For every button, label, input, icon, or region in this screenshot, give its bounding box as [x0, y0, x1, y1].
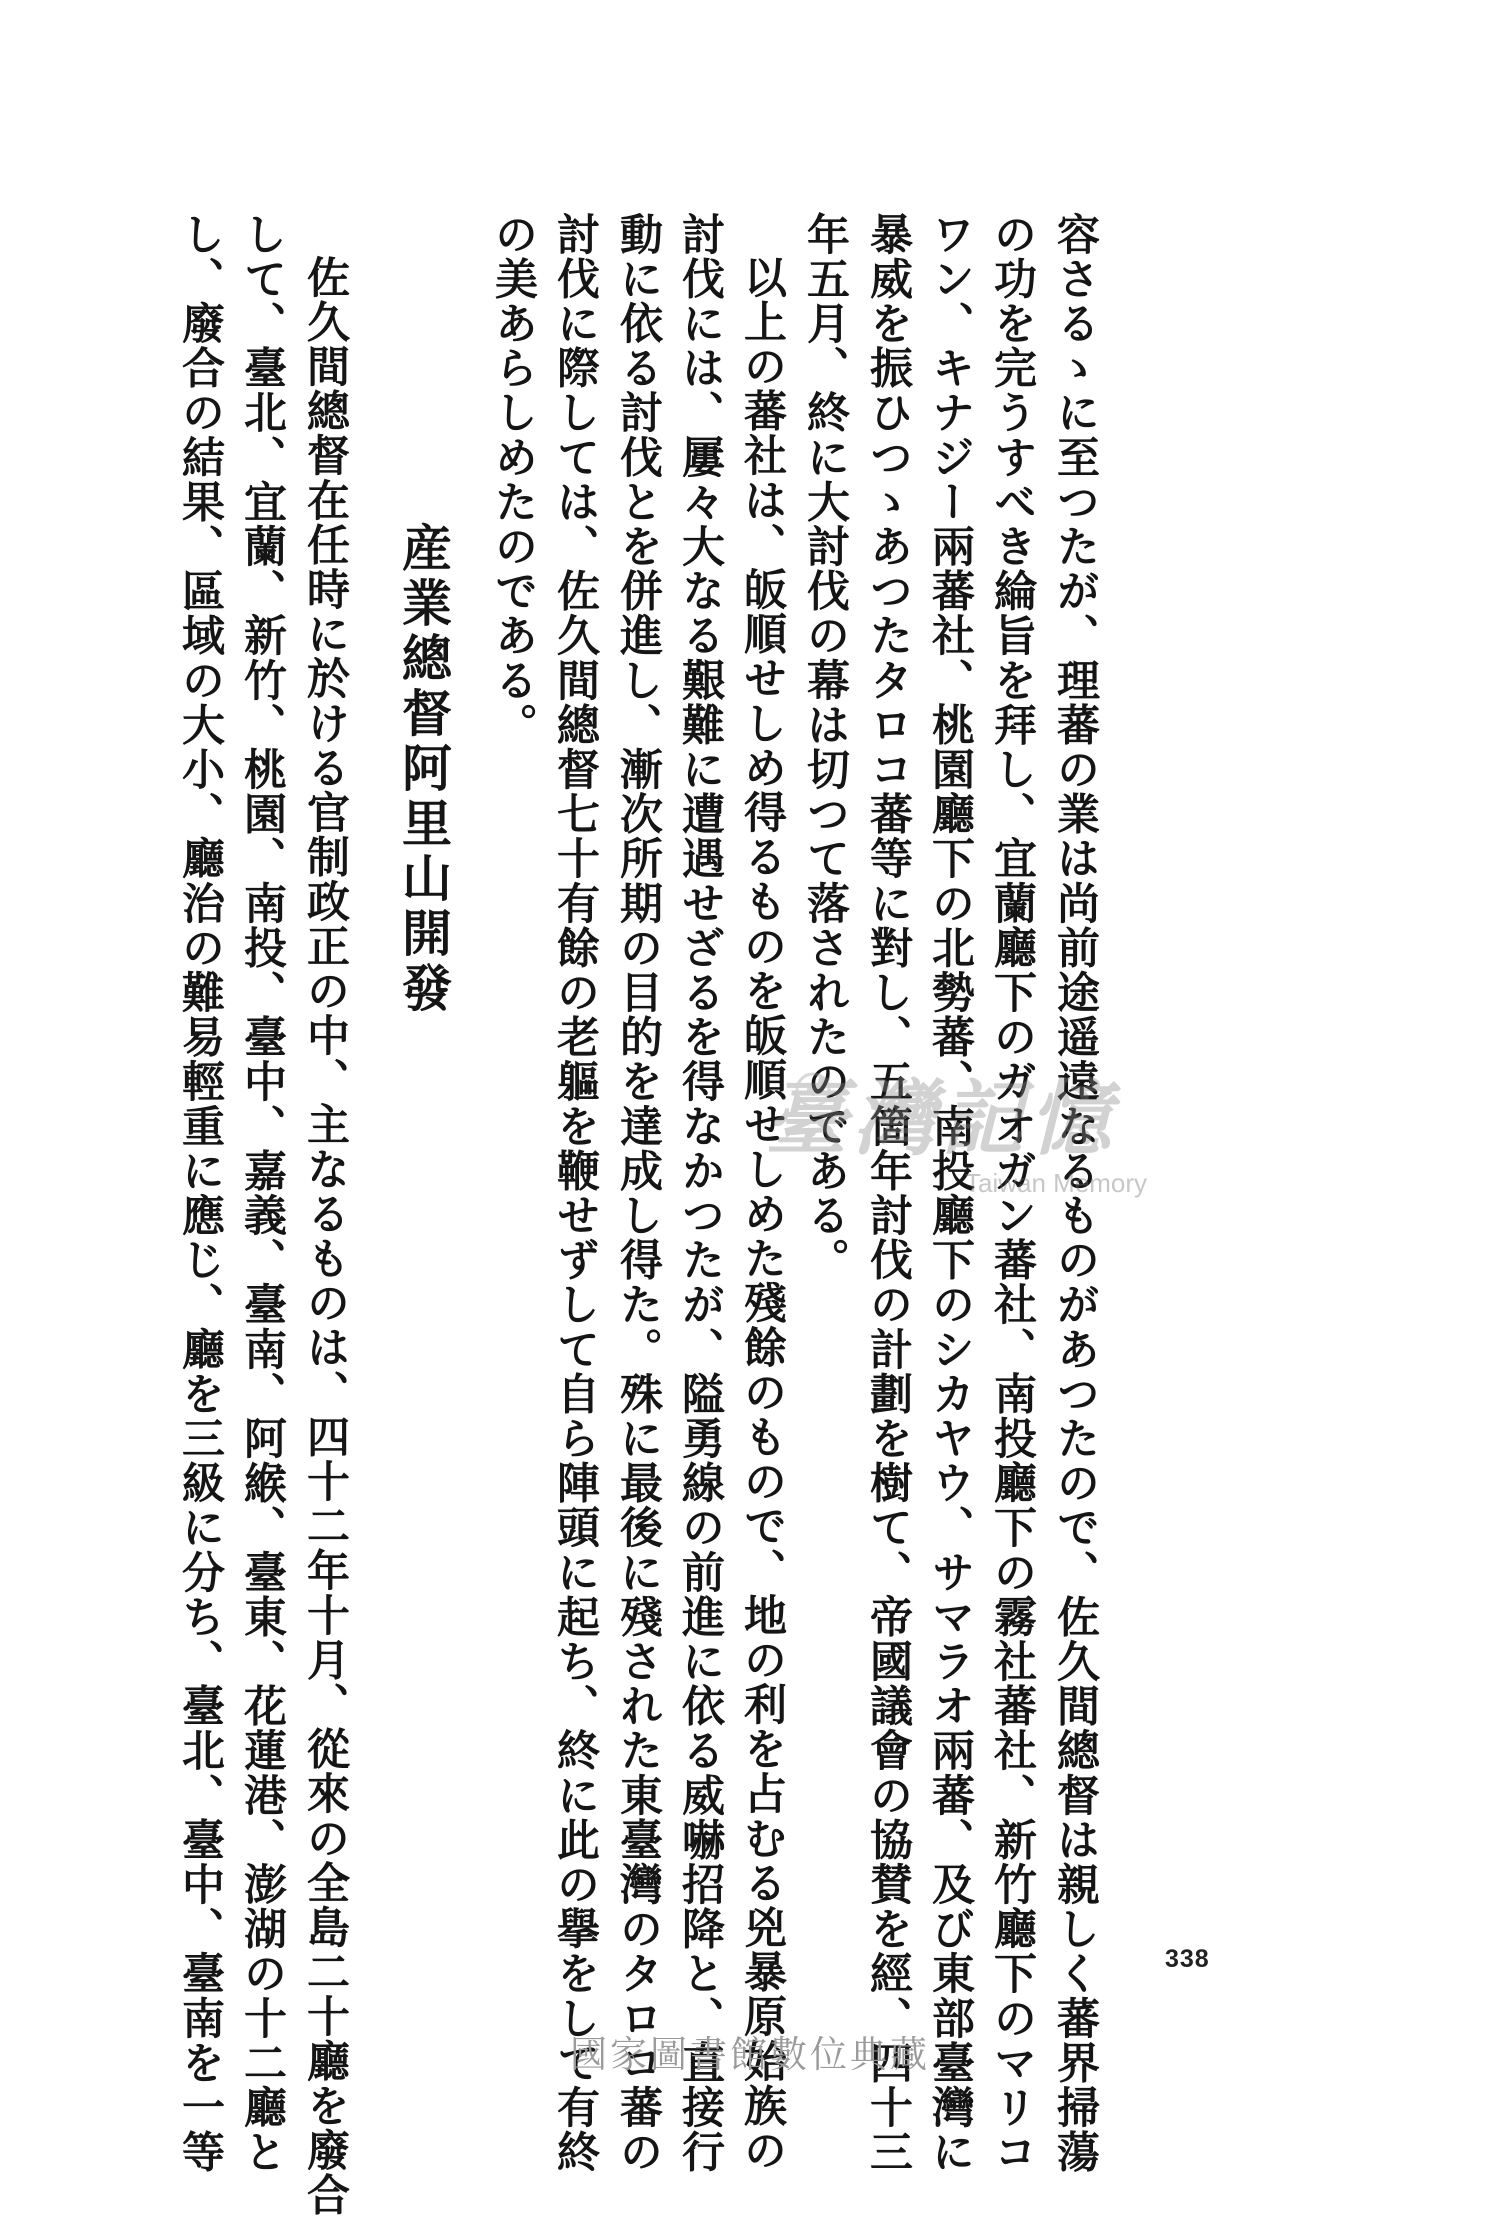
page-number: 338: [1165, 1945, 1210, 1973]
text-column: の美あらしめたのである。: [488, 212, 538, 748]
library-watermark: [735, 1070, 1235, 1210]
watermark-subtitle: Taiwan Memory: [965, 1168, 1148, 1198]
text-column: 年五月、終に大討伐の幕は切つて落されたのである。: [800, 212, 850, 1283]
text-column: 討伐には、屢々大なる艱難に遭遇せざるを得なかつたが、隘勇線の前進に依る威嚇招降と、直接行: [675, 212, 725, 2175]
text-column: して、臺北、宜蘭、新竹、桃園、南投、臺中、嘉義、臺南、阿緱、臺東、花蓮港、澎湖の十二廳と: [237, 212, 287, 2175]
text-column: 討伐に際しては、佐久間總督七十有餘の老軀を鞭せずして自ら陣頭に起ち、終に此の擧をして有終: [550, 212, 600, 2175]
text-column: 佐久間總督在任時に於ける官制政正の中、主なるものは、四十二年十月、從來の全島二十廳を廢合: [300, 255, 350, 2217]
watermark-title: 臺灣記憶: [765, 1071, 1117, 1167]
library-credit: 國家圖書館數位典藏: [570, 2033, 930, 2076]
text-column: ワン、キナジー兩蕃社、桃園廳下の北勢蕃、南投廳下のシカヤウ、サマラオ兩蕃、及び東部臺灣に: [925, 212, 975, 2175]
text-column: 容さるゝに至つたが、理蕃の業は尚前途遥遠なるものがあつたので、佐久間總督は親しく蕃界掃蕩: [1050, 212, 1100, 2175]
text-column: 暴威を振ひつゝあつたタロコ蕃等に對し、五箇年討伐の計劃を樹て、帝國議會の協賛を經、四十三: [863, 212, 913, 2175]
section-heading: 産業總督阿里山開發: [394, 522, 452, 1017]
text-column: 動に依る討伐とを併進し、漸次所期の目的を達成し得た。殊に最後に殘された東臺灣のタロコ蕃の: [613, 212, 663, 2175]
text-column: の功を完うすべき綸旨を拜し、宜蘭廳下のガオガン蕃社、南投廳下の霧社蕃社、新竹廳下のマリコ: [987, 212, 1037, 2175]
text-column: し、廢合の結果、區域の大小、廳治の難易輕重に應じ、廳を三級に分ち、臺北、臺中、臺南を一等: [175, 212, 225, 2175]
text-column: 以上の蕃社は、皈順せしめ得るものを皈順せしめた殘餘のもので、地の利を占むる兇暴原始族の: [737, 255, 787, 2173]
